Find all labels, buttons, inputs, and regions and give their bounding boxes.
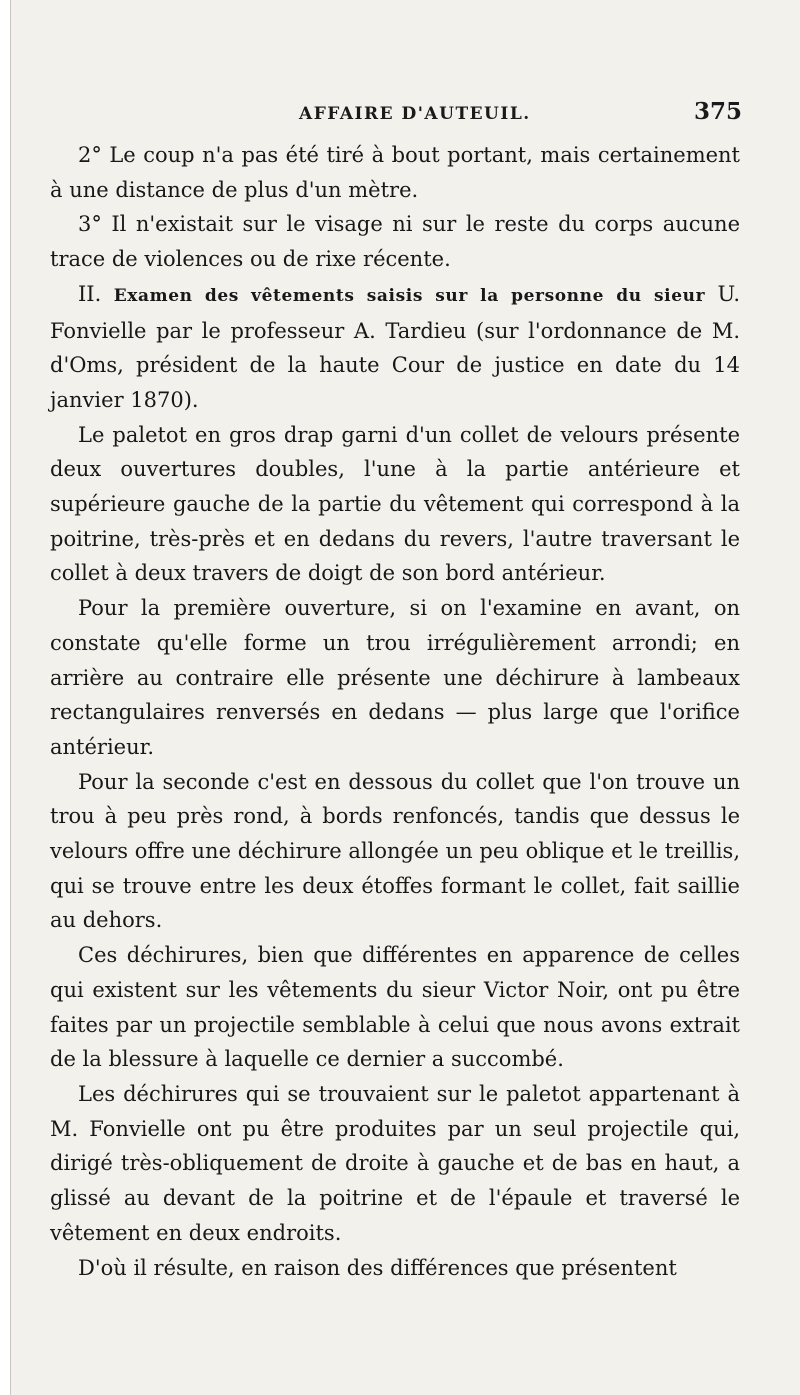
page-header (289, 98, 742, 132)
section-heading-rest: U. Fonvielle par le professeur A. Tardieu (sur l'ordonnance de M. d'Oms, président de la haute Cour de justice en date du 14 janvier 1870). (50, 281, 740, 412)
paragraph: Ces déchirures, bien que différentes en apparence de celles qui existent sur les vêtements du sieur Victor Noir, ont pu être faites par un projectile semblable à celui que nous avons extrait de la blessure à laquelle ce dernier a succombé. (50, 943, 740, 1072)
paragraph: Pour la seconde c'est en dessous du collet que l'on trouve un trou à peu près rond, à bords renfoncés, tandis que dessus le velours offre une déchirure allongée un peu oblique et le treillis, qui se trouve entre les deux étoffes formant le collet, fait saillie au dehors. (50, 769, 740, 933)
page-margin (0, 0, 10, 1395)
paragraph: Pour la première ouverture, si on l'examine en avant, on constate qu'elle forme un trou irrégulièrement arrondi; en arrière au contraire elle présente une déchirure à lambeaux rectangulaires renversés en dedans — plus large que l'orifice antérieur. (50, 596, 740, 759)
list-item-2: 2° Le coup n'a pas été tiré à bout portant, mais certainement à une distance de plus d'un mètre. (50, 143, 740, 202)
list-item-3: 3° Il n'existait sur le visage ni sur le reste du corps aucune trace de violences ou de rixe récente. (50, 212, 740, 272)
body-text (50, 138, 740, 1285)
paragraph: Le paletot en gros drap garni d'un collet de velours présente deux ouvertures doubles, l'une à la partie antérieure et supérieure gauche de la partie du vêtement qui correspond à la poitrine, très-près et en dedans du revers, l'autre traversant le collet à deux travers de doigt de son bord antérieur. (50, 422, 740, 586)
section-heading (50, 277, 740, 418)
paragraph: Les déchirures qui se trouvaient sur le paletot appartenant à M. Fonvielle ont pu être produites par un seul projectile qui, dirigé très-obliquement de droite à gauche et de bas en haut, a glissé au devant de la poitrine et de l'épaule et traversé le vêtement en deux endroits. (50, 1081, 740, 1245)
page-number: 375 (693, 98, 742, 125)
running-head: AFFAIRE D'AUTEUIL. (299, 104, 531, 124)
section-numeral: II. (78, 281, 102, 306)
section-heading-smallcaps: Examen des vêtements saisis sur la personne du sieur (113, 285, 706, 306)
paragraph: D'où il résulte, en raison des différences que présentent (78, 1255, 677, 1280)
